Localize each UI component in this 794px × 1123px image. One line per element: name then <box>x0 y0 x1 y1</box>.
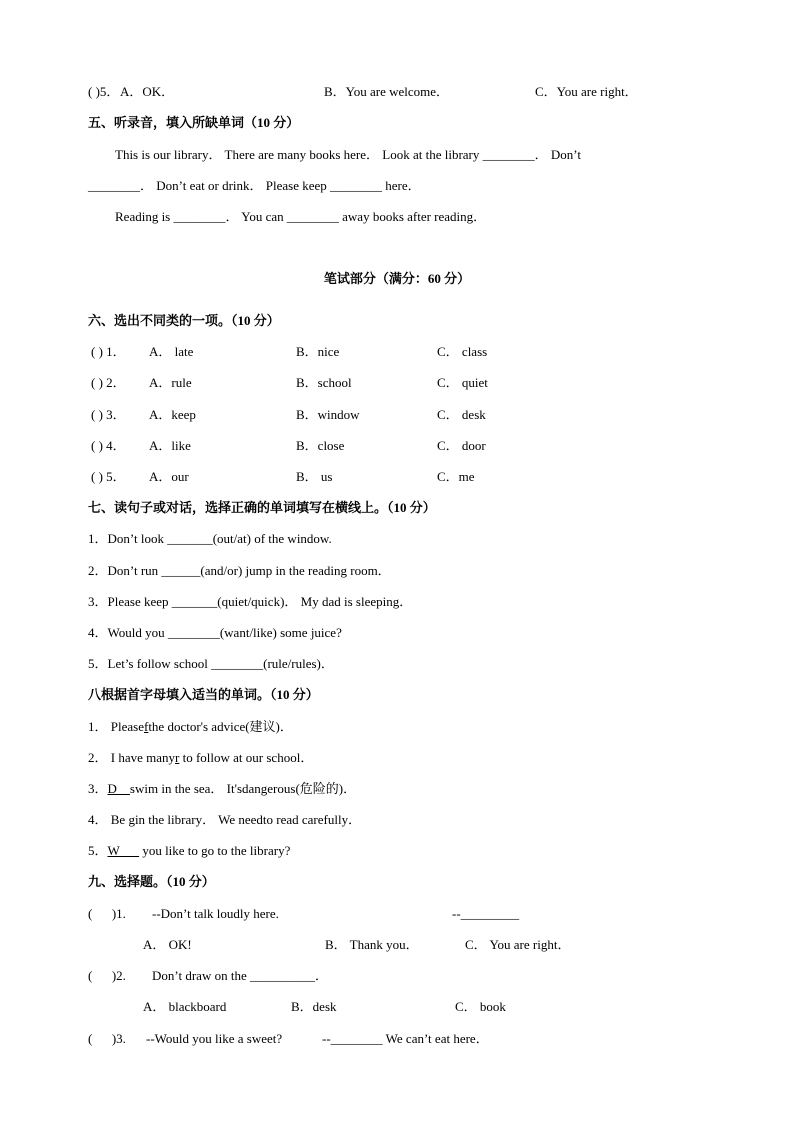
option-b: B．close <box>296 438 345 453</box>
q1-answer-blank: --_________ <box>452 906 520 921</box>
section-7-item: 5．Let’s follow school ________(rule/rules)． <box>88 656 334 671</box>
initial-letter-blank: D <box>107 781 130 796</box>
item-prefix: 1． Please <box>88 719 144 734</box>
option-c: C．me <box>437 469 475 484</box>
item-text: swim in the sea． It'sdangerous(危险的)． <box>129 781 357 796</box>
section-7-item: 3．Please keep _______(quiet/quick)． My dad is sleeping． <box>88 594 413 609</box>
initial-letter-blank: W <box>107 843 140 858</box>
option-a: A． late <box>149 344 194 359</box>
option-c: C． door <box>437 438 486 453</box>
q2-option-c: C． book <box>455 999 506 1014</box>
section-5-paragraph-line-3: Reading is ________． You can ________ away books after reading． <box>115 209 487 224</box>
q1-option-a: A． OK! <box>143 937 192 952</box>
option-b: B．school <box>296 375 352 390</box>
q1-number: ( )1. <box>88 906 126 921</box>
option-c: C． class <box>437 344 488 359</box>
written-part-title: 笔试部分（满分：60 分） <box>323 271 471 286</box>
item-prefix: 2． I have many <box>88 750 176 765</box>
option-a: A．our <box>149 469 189 484</box>
q3-number: ( )3. <box>88 1031 126 1046</box>
q5-option-c: C．You are right． <box>535 84 638 99</box>
section-8-item <box>88 843 290 859</box>
option-a: A．rule <box>149 375 192 390</box>
option-b: B．nice <box>296 344 340 359</box>
q2-number: ( )2. <box>88 968 126 983</box>
section-7-item: 2．Don’t run ______(and/or) jump in the reading room． <box>88 563 391 578</box>
q2-option-b: B．desk <box>291 999 337 1014</box>
q3-question: --Would you like a sweet? <box>146 1031 283 1046</box>
section-6-heading: 六、选出不同类的一项。（10 分） <box>88 313 280 328</box>
q1-question: --Don’t talk loudly here. <box>152 906 279 921</box>
q1-option-b: B． Thank you． <box>325 937 419 952</box>
q5-number: ( )5． <box>88 84 120 99</box>
item-number: ( ) 4． <box>91 438 126 453</box>
item-number: ( ) 1． <box>91 344 126 359</box>
q2-question: Don’t draw on the __________． <box>152 968 328 983</box>
section-9-heading: 九、选择题。（10 分） <box>88 874 215 889</box>
option-b: B． us <box>296 469 333 484</box>
option-c: C． desk <box>437 407 486 422</box>
section-7-heading: 七、读句子或对话，选择正确的单词填写在横线上。（10 分） <box>88 500 436 515</box>
section-8-item: 4． Be gin the library． We needto read carefully． <box>88 812 362 827</box>
item-text: you like to go to the library? <box>139 843 291 858</box>
section-8-item <box>88 750 313 766</box>
initial-letter-blank: r <box>175 750 180 765</box>
section-8-item <box>88 781 356 797</box>
item-prefix: 3． <box>88 781 108 796</box>
option-a: A．like <box>149 438 191 453</box>
q3-answer-blank: --________ We can’t eat here． <box>322 1031 489 1046</box>
q2-option-a: A． blackboard <box>143 999 227 1014</box>
item-number: ( ) 2． <box>91 375 126 390</box>
q1-option-c: C． You are right． <box>465 937 571 952</box>
q5-option-a: A．OK． <box>120 84 175 99</box>
section-5-heading: 五、听录音，填入所缺单词（10 分） <box>88 115 300 130</box>
option-b: B．window <box>296 407 360 422</box>
item-prefix: 5． <box>88 843 108 858</box>
option-c: C． quiet <box>437 375 488 390</box>
option-a: A．keep <box>149 407 196 422</box>
section-8-item <box>88 719 293 735</box>
section-8-heading: 八根据首字母填入适当的单词。（10 分） <box>88 687 319 702</box>
item-number: ( ) 5． <box>91 469 126 484</box>
section-7-item: 1．Don’t look _______(out/at) of the window. <box>88 531 332 546</box>
section-5-paragraph-line-2: ________． Don’t eat or drink． Please keep ________ here． <box>88 178 421 193</box>
item-text: to follow at our school． <box>179 750 314 765</box>
item-number: ( ) 3． <box>91 407 126 422</box>
q5-option-b: B．You are welcome． <box>324 84 450 99</box>
initial-letter-blank: f <box>143 719 149 734</box>
item-text: the doctor's advice(建议)． <box>148 719 293 734</box>
section-5-paragraph-line-1: This is our library． There are many books here． Look at the library ________． Don’t <box>115 147 581 162</box>
section-7-item: 4．Would you ________(want/like) some juice? <box>88 625 342 640</box>
